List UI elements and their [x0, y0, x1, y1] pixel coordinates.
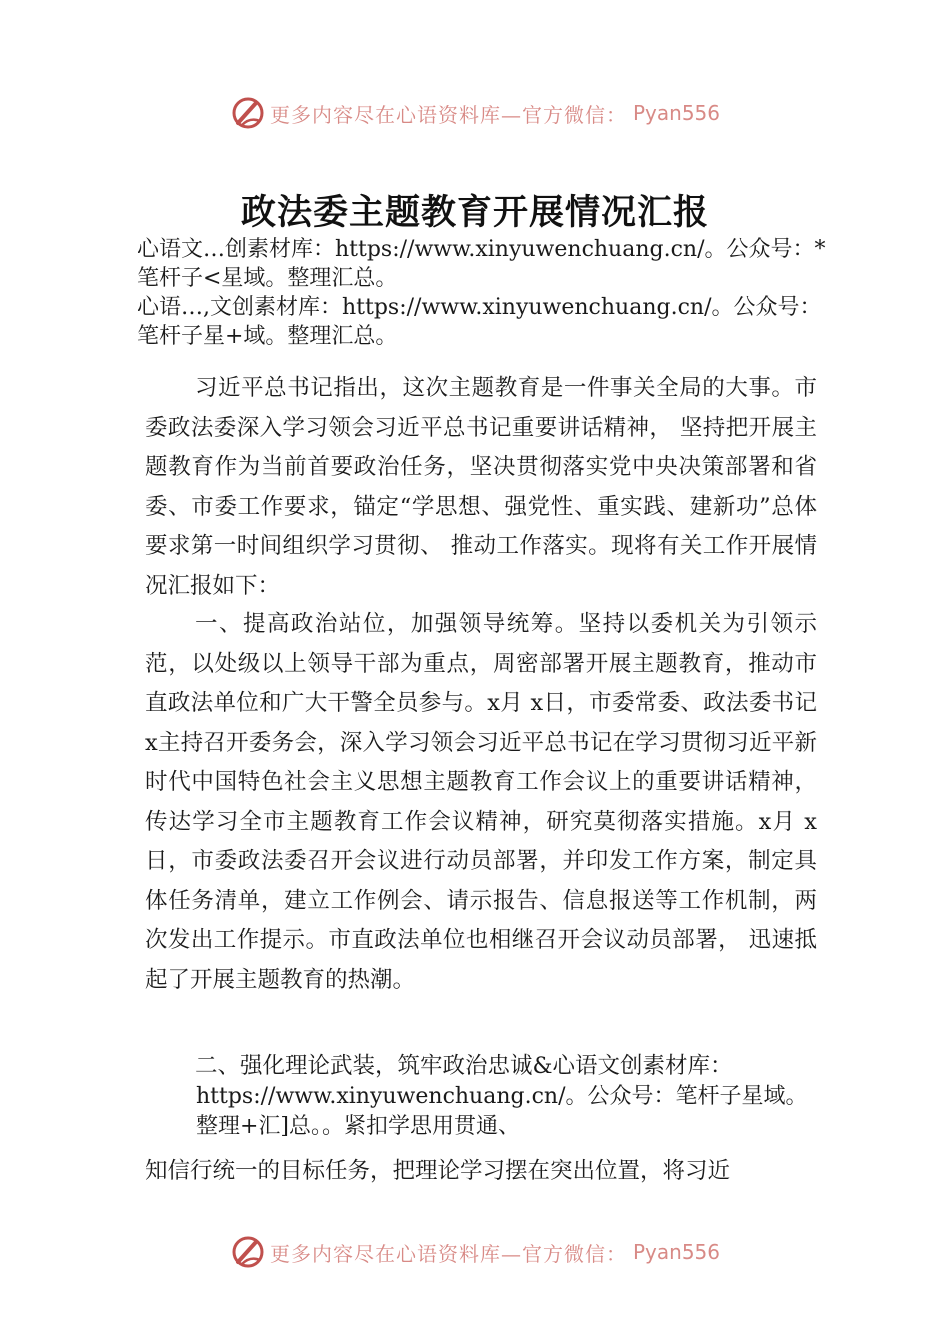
document-title: 政法委主题教育开展情况汇报: [240, 192, 709, 233]
paragraph-section-1: 一、提高政治站位，加强领导统筹。坚持以委机关为引领示范，以处级以上领导干部为重点，周密部署开展主题教育，推动市直政法单位和广大干警全员参与。x月 x日，市委常委、政法委书记 x主持召开委务会，深入学习领会习近平总书记在学习贯彻习近平新时代中国特色社会主义思想主题教育工作会议上的重要讲话精神，传达学习全市主题教育工作会议精神，研究莫彻落实措施。x月 x日，市委政法委召开会议进行动员部署，并印发工作方案，制定具体任务清单，建立工作例会、请示报告、信息报送等工作机制，两次发出工作提示。市直政法单位也相继召开会议动员部署， 迅速抵起了开展主题教育的热潮。: [145, 611, 817, 993]
source-note-1: 心语文…创素材库：https://www.xinyuwenchuang.cn/。公众号：*笔杆子<星域。整理汇总。: [137, 237, 826, 291]
watermark-header: [0, 93, 950, 133]
paragraph-section-2-body: 知信行统一的目标任务，把理论学习摆在突出位置，将习近: [145, 1158, 731, 1184]
source-note-inline: https://www.xinyuwenchuang.cn/。公众号：笔杆子星域。整理+汇]总。。紧扣学思用贯通、: [196, 1084, 808, 1139]
pen-seal-icon: [230, 1234, 266, 1270]
watermark-footer: [0, 1232, 950, 1272]
paragraph-section-2-heading: 二、强化理论武装，筑牢政治忠诚&心语文创素材库：: [195, 1053, 733, 1079]
watermark-text: 更多内容尽在心语资料库—官方微信：: [269, 1241, 627, 1266]
source-note-2: 心语…,文创素材库：https://www.xinyuwenchuang.cn/。公众号：笔杆子星+域。整理汇总。: [137, 295, 822, 349]
watermark-text: 更多内容尽在心语资料库—官方微信：: [269, 102, 627, 127]
watermark-wechat-id: Pyan556: [632, 1240, 720, 1264]
pen-seal-icon: [230, 95, 266, 131]
paragraph-intro: 习近平总书记指出，这次主题教育是一件事关全局的大事。市委政法委深入学习领会习近平总书记重要讲话精神， 坚持把开展主题教育作为当前首要政治任务，坚决贯彻落实党中央决策部署和省委、市委工作要求，锚定“学思想、强党性、重实践、建新功”总体要求第一时间组织学习贯彻、 推动工作落实。现将有关工作开展情况汇报如下：: [145, 375, 817, 599]
watermark-wechat-id: Pyan556: [632, 101, 720, 125]
